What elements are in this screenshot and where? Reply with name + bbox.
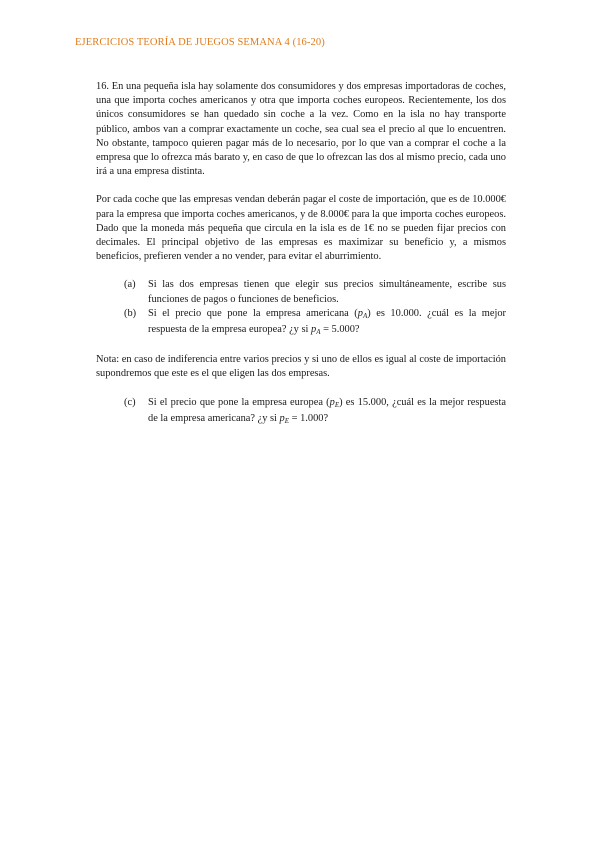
exercise-costs-paragraph: Por cada coche que las empresas vendan deberán pagar el coste de importación, que es de 10.000€ para la empresa que importa coches americanos, y de 8.000€ para la que importa coches europeos. Dado que la moneda más pequeña que circula en la isla es de 1€ no se pueden fijar precios con decimales. El principal objetivo de las empresas es maximizar su beneficio y, a mismos beneficios, prefieren vender a no vender, para evitar el aburrimiento. <box>96 194 506 263</box>
question-c <box>124 396 506 428</box>
question-a-text: Si las dos empresas tienen que elegir sus precios simultáneamente, escribe sus funciones de pagos o funciones de beneficios. <box>148 279 506 305</box>
question-b-var-1-sub: A <box>362 311 368 320</box>
question-b-var-2-letter: p <box>311 324 317 336</box>
exercise-body <box>96 80 506 428</box>
question-list-ab <box>96 278 506 339</box>
exercise-statement: 16. En una pequeña isla hay solamente dos consumidores y dos empresas importadoras de coches, una que importa coches americanos y otra que importa coches europeos. Recientemente, los dos únicos consumidores se han quedado sin coche a la vez. Como en la isla no hay transporte público, ambos van a comprar exactamente un coche, sea cual sea el precio al que lo encuentren. No obstante, tampoco quieren pagar más de lo necesario, por lo que van a comprar el coche a la empresa que lo ofrezca más barato y, en caso de que lo ofrezcan las dos al mismo precio, cada uno irá a una empresa distinta. <box>96 81 506 178</box>
question-b <box>124 307 506 339</box>
question-c-text-2: ) es 15.000, ¿cuál es la mejor respuesta de la empresa americana? ¿y si <box>148 396 506 424</box>
question-c-var-1 <box>330 397 339 408</box>
question-c-var-2-letter: p <box>279 412 285 424</box>
question-a-label: (a) <box>124 279 136 291</box>
question-b-label: (b) <box>124 307 137 319</box>
question-c-text-1: Si el precio que pone la empresa europea ( <box>148 396 330 408</box>
question-c-text-3: = 1.000? <box>289 412 329 424</box>
question-a <box>124 278 506 306</box>
question-b-text-1: Si el precio que pone la empresa americana ( <box>148 307 358 319</box>
question-c-var-1-sub: E <box>334 400 340 409</box>
question-c-var-2-sub: E <box>284 416 290 425</box>
question-list-c <box>96 396 506 428</box>
question-b-var-2-sub: A <box>316 328 321 337</box>
question-b-var-1-letter: p <box>357 307 363 319</box>
question-b-text-3: = 5.000? <box>320 324 360 336</box>
question-b-var-1 <box>358 308 367 319</box>
question-b-text-2: ) es 10.000. ¿cuál es la mejor respuesta de la empresa europea? ¿y si <box>148 307 506 336</box>
note-paragraph: Nota: en caso de indiferencia entre varios precios y si uno de ellos es igual al coste de importación supondremos que este es el que eligen las dos empresas. <box>96 354 506 380</box>
question-c-label: (c) <box>124 396 136 408</box>
question-c-var-2 <box>280 413 289 424</box>
page-header: EJERCICIOS TEORÍA DE JUEGOS SEMANA 4 (16-20) <box>75 37 325 48</box>
question-c-var-1-letter: p <box>329 396 335 408</box>
